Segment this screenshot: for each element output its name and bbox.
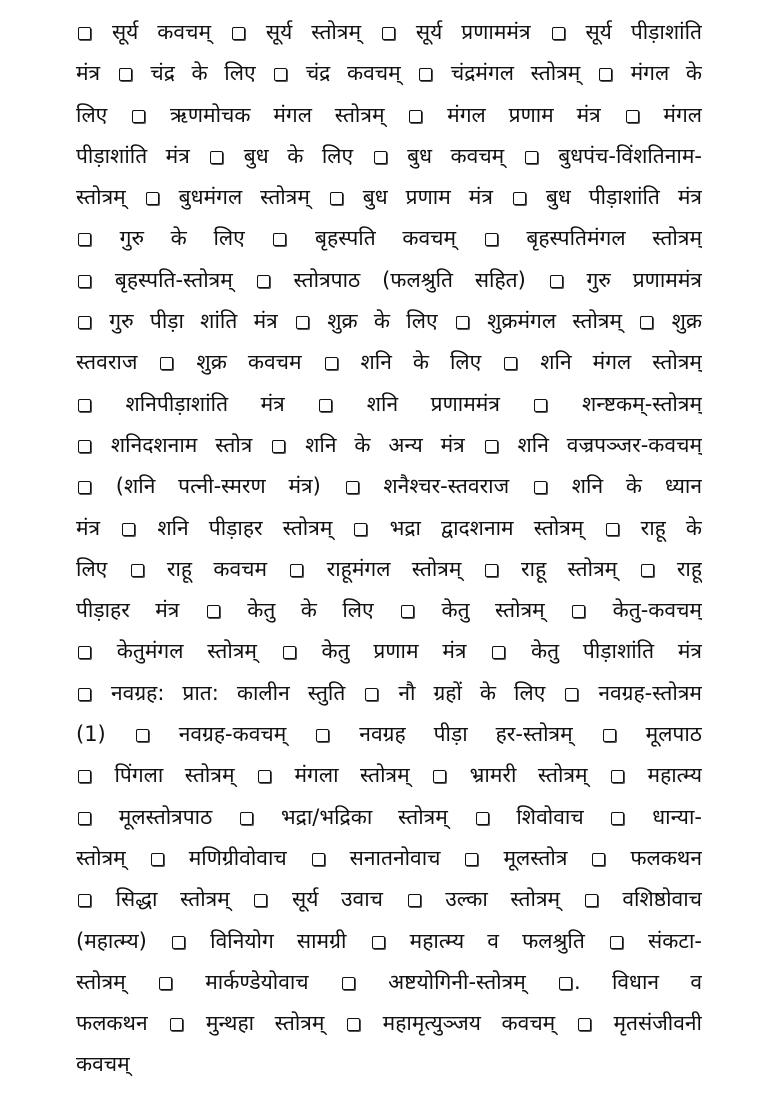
checkbox-bullet-icon	[78, 894, 91, 907]
list-item-text: स्तोत्रपाठ (फलश्रुति सहित)	[271, 267, 548, 292]
checkbox-bullet-icon	[316, 729, 329, 742]
list-item-text: मुन्थहा स्तोत्रम्	[185, 1011, 346, 1036]
list-item-text: मंगल प्रणाम मंत्र	[424, 102, 624, 127]
checkbox-bullet-icon	[78, 27, 91, 40]
checkbox-bullet-icon	[559, 977, 572, 990]
list-item-text: राहू	[655, 556, 702, 581]
list-item-text: मूलस्तोत्र	[480, 845, 591, 870]
checkbox-bullet-icon	[240, 812, 253, 825]
list-item-text: गुरु प्रणाममंत्र	[564, 267, 702, 292]
list-item-text: केतु प्रणाम मंत्र	[297, 639, 491, 664]
checkbox-bullet-icon	[552, 27, 565, 40]
text-line	[76, 879, 702, 920]
list-item-text: शिवोवाच	[490, 804, 610, 829]
list-item-text: सूर्य स्तोत्रम्	[246, 20, 380, 44]
checkbox-bullet-icon	[78, 399, 91, 412]
text-line	[76, 590, 702, 631]
checkbox-bullet-icon	[550, 275, 563, 288]
checkbox-bullet-icon	[283, 646, 296, 659]
list-item-text: धान्या-	[626, 804, 702, 829]
list-item-text: नवग्रह: प्रात: कालीन स्तुति	[93, 680, 364, 705]
checkbox-bullet-icon	[254, 894, 267, 907]
text-line	[76, 631, 702, 672]
checkbox-bullet-icon	[365, 688, 378, 701]
list-item-text: मंगला स्तोत्रम्	[272, 763, 432, 788]
list-item-text: विनियोग सामग्री	[187, 928, 370, 953]
checkbox-bullet-icon	[401, 605, 414, 618]
list-item-text: वशिष्ठोवाच	[599, 887, 702, 912]
text-line	[76, 95, 702, 136]
list-item-text: मंगल	[640, 102, 702, 127]
list-item-text: . विधान व	[574, 969, 702, 994]
text-line	[76, 1003, 702, 1044]
list-item-text: उल्का स्तोत्रम्	[422, 887, 583, 912]
list-item-text: शनिदशनाम स्तोत्र	[93, 432, 271, 457]
checkbox-bullet-icon	[325, 357, 338, 370]
checkbox-bullet-icon	[626, 110, 639, 123]
list-item-text: बृहस्पति-स्तोत्रम्	[93, 267, 255, 292]
list-item-text: सूर्य प्रणाममंत्र	[396, 20, 550, 44]
list-item-text: फलकथन	[607, 845, 702, 870]
list-item-text: स्तोत्रम्	[76, 969, 157, 994]
text-line	[76, 755, 702, 796]
checkbox-bullet-icon	[122, 523, 135, 536]
list-item-text: महात्म्य व फलश्रुति	[386, 928, 608, 953]
checkbox-bullet-icon	[272, 440, 285, 453]
list-item-text: फलकथन	[76, 1011, 169, 1036]
list-item-text: चंद्र के लिए	[133, 61, 273, 86]
checkbox-bullet-icon	[319, 399, 332, 412]
checkbox-bullet-icon	[78, 812, 91, 825]
list-item-text: राहू स्तोत्रम्	[499, 556, 639, 581]
text-line	[76, 673, 702, 714]
list-item-text: केतु स्तोत्रम्	[416, 598, 571, 623]
list-item-text: मूलस्तोत्रपाठ	[93, 804, 239, 829]
checkbox-bullet-icon	[172, 936, 185, 949]
checkbox-bullet-icon	[160, 357, 173, 370]
checkbox-bullet-icon	[592, 853, 605, 866]
checkbox-bullet-icon	[565, 688, 578, 701]
list-item-text: नवग्रह पीड़ा हर-स्तोत्रम्	[331, 722, 601, 747]
checkbox-bullet-icon	[492, 646, 505, 659]
checkbox-bullet-icon	[606, 523, 619, 536]
text-line	[76, 921, 702, 962]
list-item-text: बुध के लिए	[225, 143, 372, 168]
text-line	[76, 177, 702, 218]
list-item-text: बुधपंच-विंशतिनाम-	[539, 143, 702, 168]
checkbox-bullet-icon	[456, 316, 469, 329]
text-line	[76, 136, 702, 177]
list-item-text: बुध पीड़ाशांति मंत्र	[527, 185, 702, 210]
checkbox-bullet-icon	[296, 316, 309, 329]
list-item-text: महामृत्युञ्जय कवचम्	[362, 1011, 576, 1036]
list-item-text: ऋणमोचक मंगल स्तोत्रम्	[147, 102, 408, 127]
list-item-text: बुध प्रणाम मंत्र	[344, 185, 511, 210]
list-item-text: शुक्र	[655, 309, 702, 334]
list-item-text: शन्ष्टकम्-स्तोत्रम्	[549, 391, 702, 416]
checkbox-bullet-icon	[485, 233, 498, 246]
checkbox-bullet-icon	[572, 605, 585, 618]
list-item-text: शनि पीड़ाहर स्तोत्रम्	[137, 515, 353, 540]
checkbox-bullet-icon	[78, 233, 91, 246]
text-line	[76, 384, 702, 425]
checkbox-bullet-icon	[485, 440, 498, 453]
list-item-text: शुक्र कवचम	[175, 350, 323, 375]
text-line	[76, 218, 702, 259]
checkbox-bullet-icon	[78, 770, 91, 783]
list-item-text: मणिग्रीवोवाच	[165, 845, 310, 870]
text-line	[76, 260, 702, 301]
list-item-text: शुक्र के लिए	[310, 309, 454, 334]
checkbox-bullet-icon	[274, 68, 287, 81]
list-item-text: भ्रामरी स्तोत्रम्	[448, 763, 610, 788]
list-item-text: सूर्य कवचम्	[93, 20, 230, 44]
list-item-text: राहू के	[620, 515, 702, 540]
checkbox-bullet-icon	[258, 770, 271, 783]
document-page	[76, 12, 702, 1086]
checkbox-bullet-icon	[78, 646, 91, 659]
list-item-text: भद्रा/भद्रिका स्तोत्रम्	[255, 804, 474, 829]
list-item-text: शनि मंगल स्तोत्रम्	[519, 350, 702, 375]
text-line	[76, 466, 702, 507]
checkbox-bullet-icon	[78, 688, 91, 701]
checkbox-bullet-icon	[419, 68, 432, 81]
list-item-text: शनिपीड़ाशांति मंत्र	[93, 391, 318, 416]
list-item-text: राहू कवचम	[145, 556, 289, 581]
list-item-text: बृहस्पति कवचम्	[288, 226, 483, 251]
checkbox-bullet-icon	[525, 151, 538, 164]
list-item-text: सूर्य उवाच	[269, 887, 406, 912]
checkbox-bullet-icon	[465, 853, 478, 866]
list-item-text: बुधमंगल स्तोत्रम्	[160, 185, 328, 210]
checkbox-bullet-icon	[578, 1018, 591, 1031]
list-item-text: महात्म्य	[626, 763, 702, 788]
list-item-text: पीड़ाशांति मंत्र	[76, 143, 209, 168]
list-item-text: मंत्र	[76, 61, 117, 86]
list-item-text: संकटा-	[624, 928, 702, 953]
list-item-text: चंद्र कवचम्	[289, 61, 418, 86]
list-item-text: सिद्धा स्तोत्रम्	[93, 887, 253, 912]
checkbox-bullet-icon	[159, 977, 172, 990]
list-item-text: चंद्रमंगल स्तोत्रम्	[434, 61, 597, 86]
checkbox-bullet-icon	[534, 481, 547, 494]
checkbox-bullet-icon	[640, 316, 653, 329]
checkbox-bullet-icon	[119, 68, 132, 81]
checkbox-bullet-icon	[257, 275, 270, 288]
list-item-text: लिए	[76, 556, 129, 581]
list-item-text: अष्टयोगिनी-स्तोत्रम्	[356, 969, 558, 994]
list-item-text: (1)	[76, 722, 134, 747]
text-line	[76, 714, 702, 755]
list-item-text: नवग्रह-कवचम्	[150, 722, 315, 747]
text-line	[76, 549, 702, 590]
list-item-text: मंगल के	[614, 61, 702, 86]
list-item-text: कवचम्	[76, 1052, 130, 1077]
checkbox-bullet-icon	[504, 357, 517, 370]
list-item-text: सूर्य पीड़ाशांति	[566, 20, 702, 44]
checkbox-bullet-icon	[611, 770, 624, 783]
list-item-text: स्तोत्रम्	[76, 185, 144, 210]
list-item-text: मंत्र	[76, 515, 121, 540]
checkbox-bullet-icon	[78, 481, 91, 494]
list-item-text: स्तोत्रम्	[76, 845, 149, 870]
checkbox-bullet-icon	[132, 110, 145, 123]
text-line	[76, 962, 702, 1003]
checkbox-bullet-icon	[170, 1018, 183, 1031]
checkbox-bullet-icon	[136, 729, 149, 742]
list-item-text: पिंगला स्तोत्रम्	[93, 763, 256, 788]
checkbox-bullet-icon	[151, 853, 164, 866]
list-item-text: सनातनोवाच	[326, 845, 464, 870]
list-item-text: शनि के लिए	[339, 350, 503, 375]
list-item-text: शुक्रमंगल स्तोत्रम्	[470, 309, 639, 334]
list-item-text: मार्कण्डेयोवाच	[173, 969, 340, 994]
list-item-text: शनि प्रणाममंत्र	[334, 391, 533, 416]
checkbox-bullet-icon	[273, 233, 286, 246]
checkbox-bullet-icon	[610, 936, 623, 949]
list-item-text: भद्रा द्वादशनाम स्तोत्रम्	[369, 515, 604, 540]
list-item-text: शनैश्चर-स्तवराज	[360, 474, 532, 499]
list-item-text: शनि के अन्य मंत्र	[287, 432, 483, 457]
checkbox-bullet-icon	[207, 605, 220, 618]
list-item-text: केतु-कवचम्	[587, 598, 702, 623]
text-line	[76, 838, 702, 879]
checkbox-bullet-icon	[347, 1018, 360, 1031]
text-line	[76, 301, 702, 342]
text-line	[76, 53, 702, 94]
checkbox-bullet-icon	[611, 812, 624, 825]
checkbox-bullet-icon	[485, 564, 498, 577]
list-item-text: (महात्म्य)	[76, 928, 170, 953]
list-item-text: गुरु के लिए	[93, 226, 272, 251]
checkbox-bullet-icon	[232, 27, 245, 40]
checkbox-bullet-icon	[330, 192, 343, 205]
list-item-text: नौ ग्रहों के लिए	[380, 680, 564, 705]
checkbox-bullet-icon	[408, 894, 421, 907]
list-item-text: गुरु पीड़ा शांति मंत्र	[93, 309, 294, 334]
list-item-text: बुध कवचम्	[388, 143, 523, 168]
checkbox-bullet-icon	[641, 564, 654, 577]
list-item-text: केतु के लिए	[221, 598, 400, 623]
checkbox-bullet-icon	[476, 812, 489, 825]
list-item-text: मृतसंजीवनी	[592, 1011, 702, 1036]
checkbox-bullet-icon	[585, 894, 598, 907]
text-line	[76, 797, 702, 838]
list-item-text: बृहस्पतिमंगल स्तोत्रम्	[499, 226, 702, 251]
checkbox-bullet-icon	[599, 68, 612, 81]
checkbox-bullet-icon	[312, 853, 325, 866]
checkbox-bullet-icon	[131, 564, 144, 577]
list-item-text: शनि वज्रपञ्जर-कवचम्	[499, 432, 702, 457]
checkbox-bullet-icon	[354, 523, 367, 536]
text-line	[76, 12, 702, 53]
list-item-text: शनि के ध्यान	[548, 474, 702, 499]
list-item-text: मूलपाठ	[617, 722, 702, 747]
checkbox-bullet-icon	[374, 151, 387, 164]
checkbox-bullet-icon	[382, 27, 395, 40]
checkbox-bullet-icon	[78, 440, 91, 453]
checkbox-bullet-icon	[342, 977, 355, 990]
checkbox-bullet-icon	[534, 399, 547, 412]
list-item-text: लिए	[76, 102, 131, 127]
list-item-text: केतुमंगल स्तोत्रम्	[93, 639, 281, 664]
checkbox-bullet-icon	[409, 110, 422, 123]
list-item-text: नवग्रह-स्तोत्रम	[580, 680, 702, 705]
checkbox-bullet-icon	[372, 936, 385, 949]
checkbox-bullet-icon	[603, 729, 616, 742]
checkbox-bullet-icon	[433, 770, 446, 783]
text-line	[76, 342, 702, 383]
list-item-text: केतु पीड़ाशांति मंत्र	[507, 639, 702, 664]
list-item-text: राहूमंगल स्तोत्रम्	[305, 556, 483, 581]
list-item-text: स्तवराज	[76, 350, 159, 375]
checkbox-bullet-icon	[210, 151, 223, 164]
checkbox-bullet-icon	[290, 564, 303, 577]
checkbox-bullet-icon	[513, 192, 526, 205]
text-line	[76, 425, 702, 466]
text-line	[76, 508, 702, 549]
checkbox-bullet-icon	[146, 192, 159, 205]
checkbox-bullet-icon	[78, 275, 91, 288]
list-item-text: पीड़ाहर मंत्र	[76, 598, 205, 623]
checkbox-bullet-icon	[346, 481, 359, 494]
checkbox-bullet-icon	[78, 316, 91, 329]
text-line	[76, 1044, 702, 1085]
list-item-text: (शनि पत्नी-स्मरण मंत्र)	[93, 474, 344, 499]
